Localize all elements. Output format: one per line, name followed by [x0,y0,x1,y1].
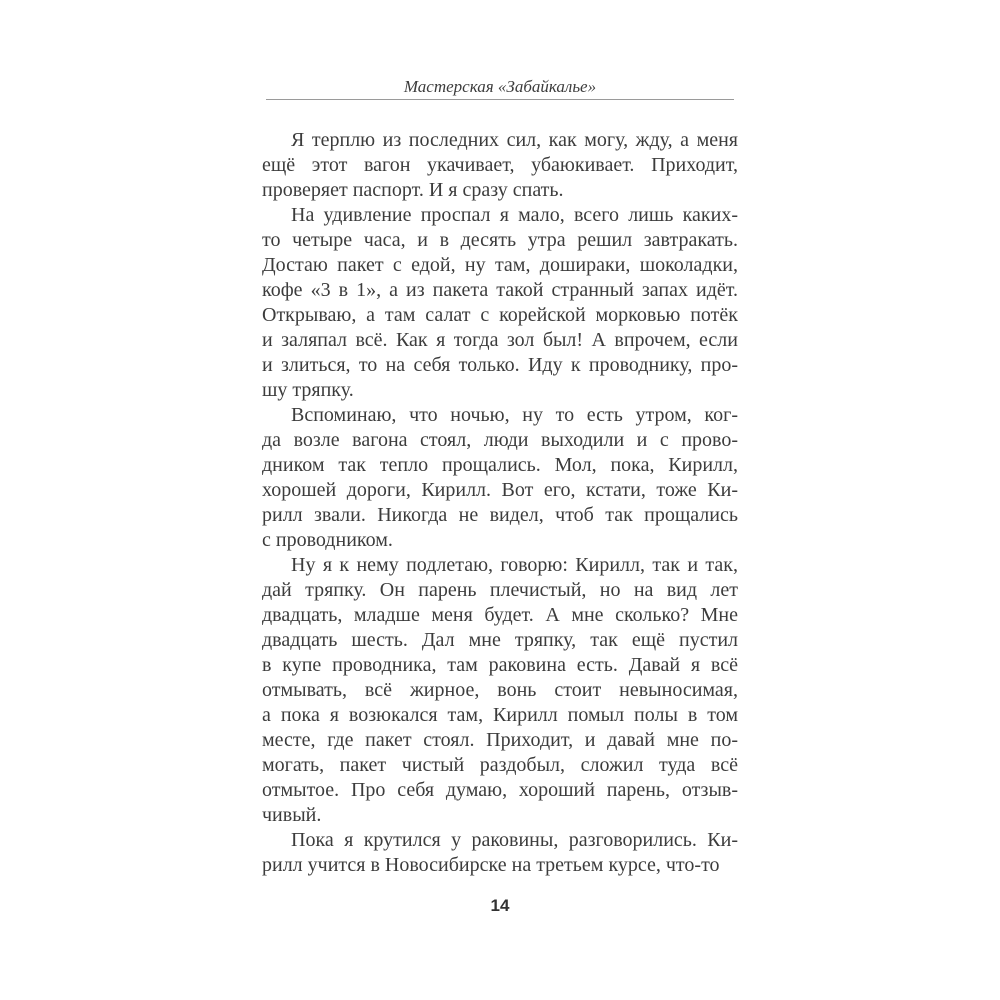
text-line: месте, где пакет стоял. Приходит, и давай мне по- [262,729,738,751]
text-line: ещё этот вагон укачивает, убаюкивает. Приходит, [262,154,738,176]
page-body [262,128,738,878]
text-line: Открываю, а там салат с корейской морковью потёк [262,304,738,326]
text-line: чивый. [262,804,322,826]
text-line: дником так тепло прощались. Мол, пока, Кирилл, [262,454,738,476]
text-line: Ну я к нему подлетаю, говорю: Кирилл, так и так, [291,554,738,576]
text-line: и заляпал всё. Как я тогда зол был! А впрочем, если [262,329,738,351]
text-line: Пока я крутился у раковины, разговорились. Ки- [291,829,738,851]
text-line: отмывать, всё жирное, вонь стоит невыносимая, [262,679,738,701]
text-line: отмытое. Про себя думаю, хороший парень, отзыв- [262,779,738,801]
text-line: в купе проводника, там раковина есть. Давай я всё [262,654,738,676]
text-line: дай тряпку. Он парень плечистый, но на вид лет [262,579,738,601]
text-line: Достаю пакет с едой, ну там, дошираки, шоколадки, [262,254,738,276]
header-rule [266,99,734,100]
text-line: рилл учится в Новосибирске на третьем курсе, что-то [262,854,720,876]
text-line: то четыре часа, и в десять утра решил завтракать. [262,229,738,251]
text-line: На удивление проспал я мало, всего лишь каких- [291,204,738,226]
text-line: Вспоминаю, что ночью, ну то есть утром, ког- [291,404,738,426]
text-line: да возле вагона стоял, люди выходили и с прово- [262,429,738,451]
text-line: рилл звали. Никогда не видел, чтоб так прощались [262,504,738,526]
running-header: Мастерская «Забайкалье» [403,77,597,96]
text-line: Я терплю из последних сил, как могу, жду, а меня [291,129,738,151]
text-line: двадцать шесть. Дал мне тряпку, так ещё пустил [262,629,738,651]
text-line: хорошей дороги, Кирилл. Вот его, кстати, тоже Ки- [262,479,738,501]
text-line: с проводником. [262,529,393,551]
text-line: шу тряпку. [262,379,354,401]
text-line: а пока я возюкался там, Кирилл помыл полы в том [262,704,738,726]
text-line: могать, пакет чистый раздобыл, сложил туда всё [262,754,738,776]
text-line: двадцать, младше меня будет. А мне сколько? Мне [262,604,738,626]
page-number: 14 [490,896,510,915]
text-line: проверяет паспорт. И я сразу спать. [262,179,564,201]
text-line: и злиться, то на себя только. Иду к проводнику, про- [262,354,738,376]
text-line: кофе «3 в 1», а из пакета такой странный запах идёт. [262,279,738,301]
